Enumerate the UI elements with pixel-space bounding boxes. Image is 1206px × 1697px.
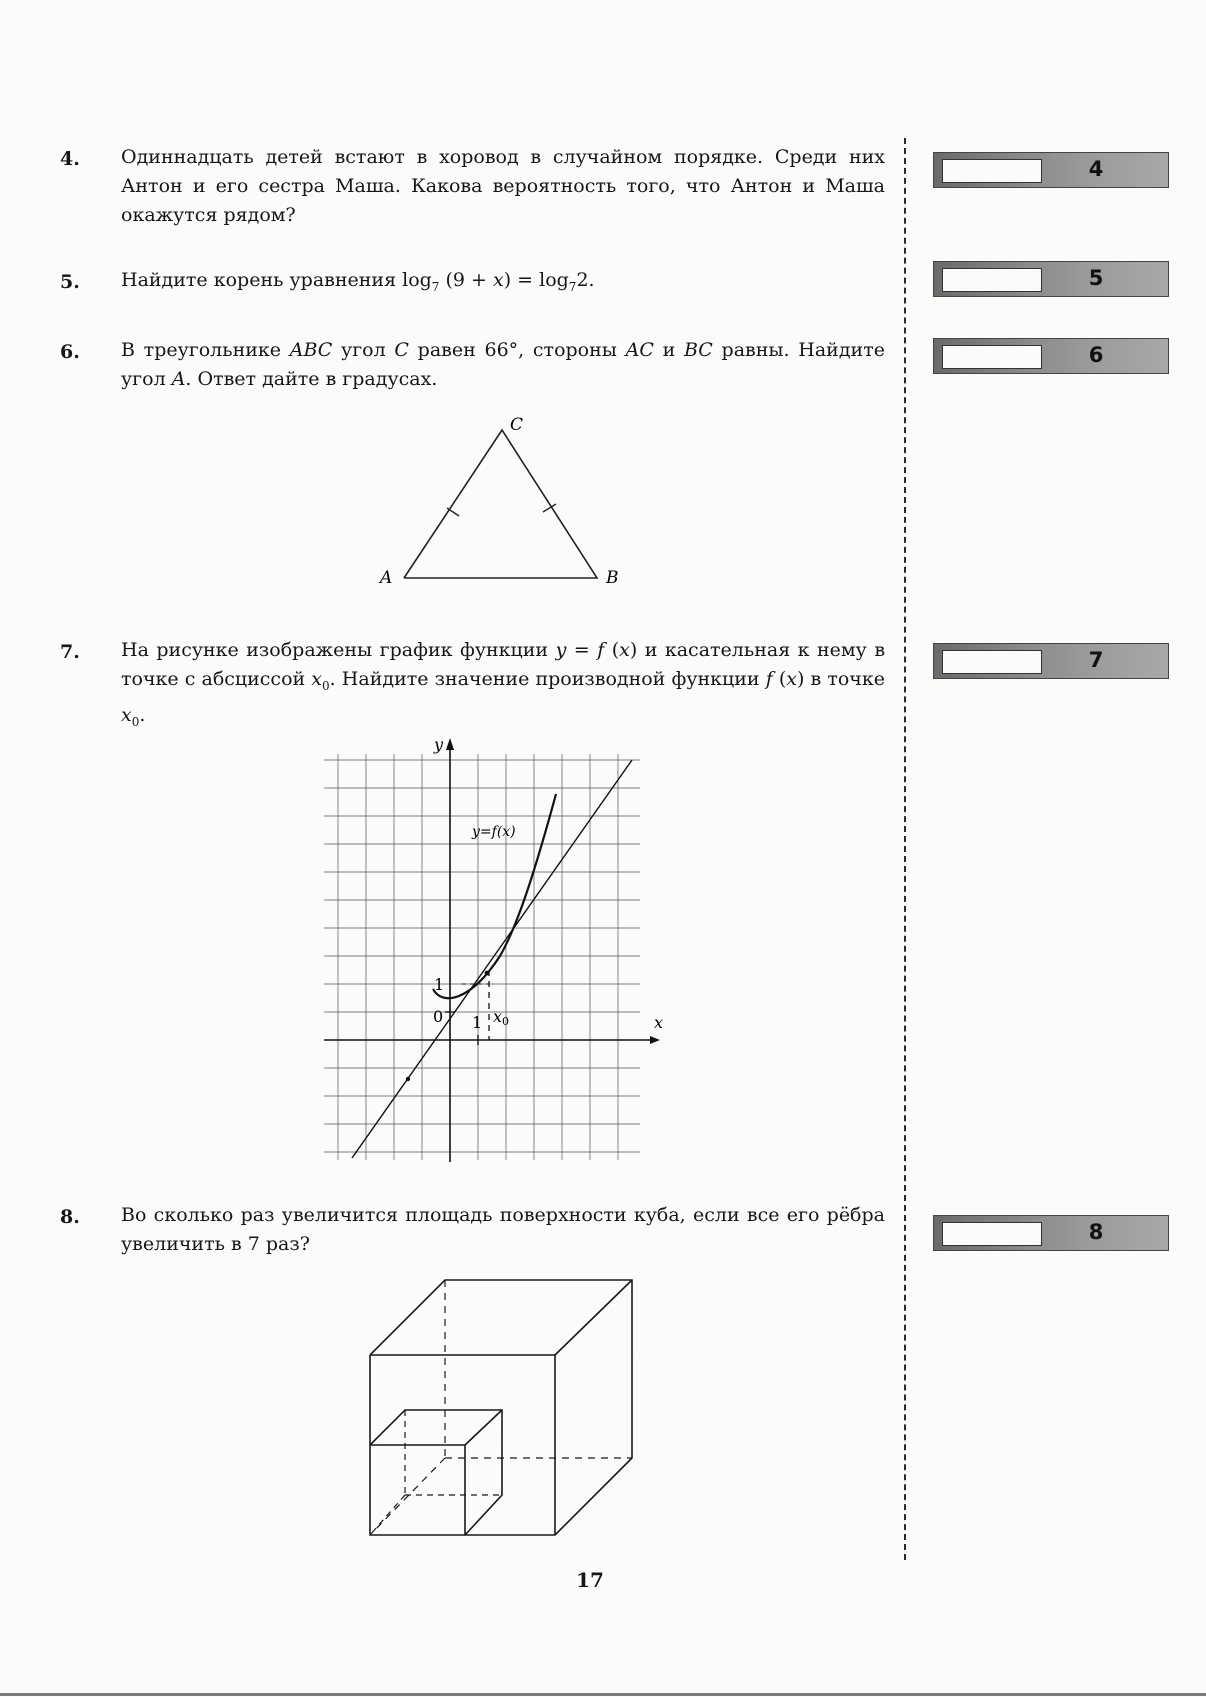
- x-axis-label: x: [654, 1013, 664, 1032]
- problem-6-text: В треугольнике ABC угол C равен 66°, стороны AC и BC равны. Найдите угол A. Ответ дайте в градусах.: [121, 339, 885, 390]
- answer-field-6[interactable]: [942, 345, 1042, 369]
- tick-label-x-1: 1: [472, 1013, 483, 1032]
- answer-label-7: 7: [1088, 648, 1104, 672]
- answer-box-4: [933, 152, 1169, 188]
- cubes-figure: [360, 1270, 650, 1540]
- tick-label-y-1: 1: [434, 975, 445, 994]
- answer-field-4[interactable]: [942, 159, 1042, 183]
- problem-4-text: Одиннадцать детей встают в хоровод в случайном порядке. Среди них Антон и его сестра Маша. Какова вероятность того, что Антон и Маша окажутся рядом?: [121, 146, 885, 226]
- tick-mark-ac: [447, 508, 459, 516]
- problem-8-text: Во сколько раз увеличится площадь поверхности куба, если все его рёбра увеличить в 7 раз?: [121, 1204, 885, 1255]
- answer-box-8: [933, 1215, 1169, 1251]
- answer-box-7: [933, 643, 1169, 679]
- problem-5-text: Найдите корень уравнения $\log_7 (9 + x) = \log_72$.: [121, 269, 595, 294]
- bottom-edge: [0, 1693, 1206, 1696]
- problem-6-number: 6.: [60, 341, 80, 363]
- problem-5-number: 5.: [60, 271, 80, 293]
- function-graph: [320, 730, 680, 1170]
- x-axis-arrow: [650, 1036, 660, 1044]
- tangent-point-marker: [406, 1077, 410, 1081]
- answer-label-6: 6: [1088, 343, 1104, 367]
- x0-label: x0: [493, 1007, 510, 1028]
- answer-box-6: [933, 338, 1169, 374]
- small-cube: [370, 1410, 502, 1535]
- vertex-label-b: B: [606, 568, 619, 588]
- triangle-figure: [380, 410, 630, 590]
- problem-4-number: 4.: [60, 148, 80, 170]
- cut-line: [904, 138, 906, 1560]
- answer-field-8[interactable]: [942, 1222, 1042, 1246]
- vertex-label-c: C: [510, 415, 524, 435]
- answer-label-8: 8: [1088, 1220, 1104, 1244]
- y-axis-arrow: [446, 738, 454, 750]
- page-number: 17: [576, 1568, 604, 1592]
- problem-7-number: 7.: [60, 641, 80, 663]
- problem-7-text: На рисунке изображены график функции y = f (x) и касательная к нему в точке с абсциссой $x_0$. Найдите значение производной функции f (x) в точке $x_0$.: [121, 639, 886, 729]
- answer-box-5: [933, 261, 1169, 297]
- tangency-point: [485, 971, 490, 976]
- answer-field-7[interactable]: [942, 650, 1042, 674]
- answer-label-5: 5: [1088, 266, 1104, 290]
- problem-8-number: 8.: [60, 1206, 80, 1228]
- function-label: y=f(x): [472, 824, 516, 840]
- vertex-label-a: A: [380, 568, 393, 588]
- answer-label-4: 4: [1088, 157, 1104, 181]
- triangle-outline: [404, 430, 597, 578]
- answer-field-5[interactable]: [942, 268, 1042, 292]
- origin-label: 0: [433, 1007, 444, 1026]
- y-axis-label: y: [434, 735, 444, 754]
